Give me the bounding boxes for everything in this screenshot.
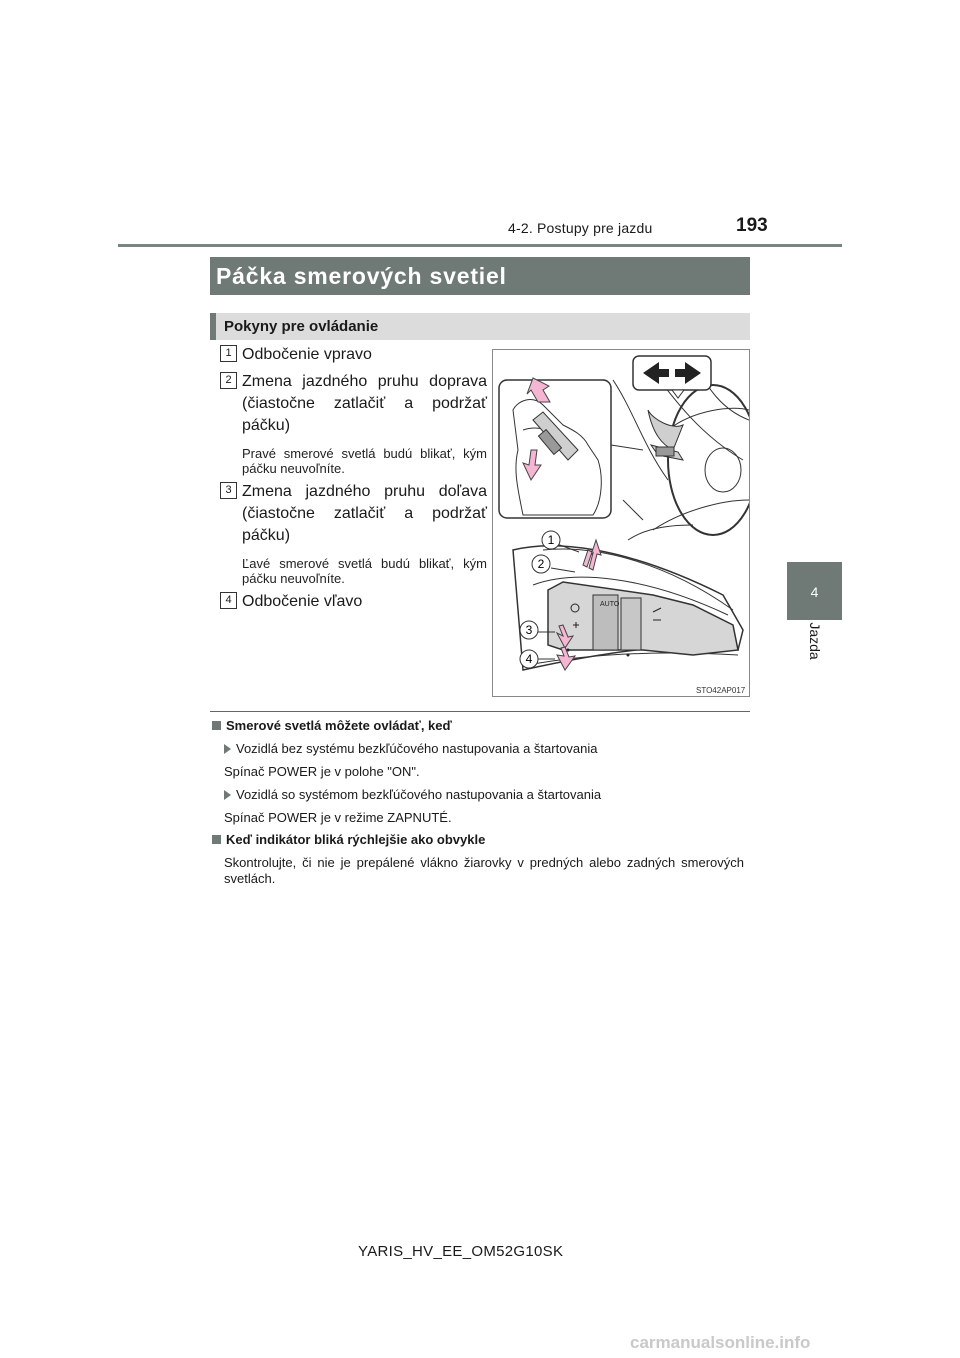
item-note-3: Ľavé smerové svetlá budú blikať, kým páčku neuvoľníte. xyxy=(242,556,487,586)
illustration-svg xyxy=(493,350,749,696)
item-number-1: 1 xyxy=(220,345,237,362)
page-number: 193 xyxy=(736,215,768,236)
callout-2 xyxy=(532,555,550,573)
item-number-2: 2 xyxy=(220,372,237,389)
note-heading-1: Smerové svetlá môžete ovládať, keď xyxy=(212,718,452,734)
subsection-title-bar xyxy=(210,313,750,340)
item-note-2: Pravé smerové svetlá budú blikať, kým páčku neuvoľníte. xyxy=(242,446,487,476)
direction-arrows xyxy=(633,356,711,398)
svg-text:2: 2 xyxy=(537,557,545,571)
item-text-4: Odbočenie vľavo xyxy=(242,593,363,610)
chapter-tab-number: 4 xyxy=(810,584,819,600)
notes-divider xyxy=(210,711,750,712)
watermark[interactable]: carmanualsonline.info xyxy=(630,1333,811,1352)
note-text-3: Skontrolujte, či nie je prepálené vlákno žiarovky v predných alebo zadných smerových svetlách. xyxy=(224,855,744,886)
item-number-3: 3 xyxy=(220,482,237,499)
square-bullet-icon xyxy=(212,835,221,844)
callout-3 xyxy=(520,621,538,639)
triangle-bullet-icon xyxy=(224,790,231,800)
svg-text:3: 3 xyxy=(525,623,533,637)
auto-label: AUTO xyxy=(600,601,620,608)
note-bullet-2: Vozidlá so systémom bezkľúčového nastupovania a štartovania xyxy=(224,787,601,803)
subsection-accent-bar xyxy=(210,313,216,340)
item-text-1: Odbočenie vpravo xyxy=(242,346,372,363)
header-divider xyxy=(118,244,842,247)
chapter-tab-label: Jazda xyxy=(807,622,823,660)
section-title: Páčka smerových svetiel xyxy=(216,263,507,289)
turn-signal-lever-illustration xyxy=(492,349,750,697)
footer-code: YARIS_HV_EE_OM52G10SK xyxy=(358,1243,564,1260)
note-heading-2: Keď indikátor bliká rýchlejšie ako obvykle xyxy=(212,832,485,848)
note-text-2: Spínač POWER je v režime ZAPNUTÉ. xyxy=(224,810,452,825)
note-bullet-1: Vozidlá bez systému bezkľúčového nastupovania a štartovania xyxy=(224,741,598,757)
item-number-4: 4 xyxy=(220,592,237,609)
hand-inset xyxy=(499,378,643,518)
item-text-2: Zmena jazdného pruhu doprava (čiastočne zatlačiť a podržať páčku) xyxy=(242,373,487,434)
svg-text:1: 1 xyxy=(547,533,555,547)
svg-text:4: 4 xyxy=(525,652,533,666)
item-text-3: Zmena jazdného pruhu doľava (čiastočne zatlačiť a podržať páčku) xyxy=(242,483,487,544)
section-title-bar xyxy=(210,257,750,295)
square-bullet-icon xyxy=(212,721,221,730)
callout-4 xyxy=(520,650,538,668)
figure-code: STO42AP017 xyxy=(696,686,746,695)
callout-1 xyxy=(542,531,560,549)
note-text-1: Spínač POWER je v polohe "ON". xyxy=(224,764,420,779)
subsection-title: Pokyny pre ovládanie xyxy=(224,318,379,335)
section-path: 4-2. Postupy pre jazdu xyxy=(508,220,653,236)
triangle-bullet-icon xyxy=(224,744,231,754)
